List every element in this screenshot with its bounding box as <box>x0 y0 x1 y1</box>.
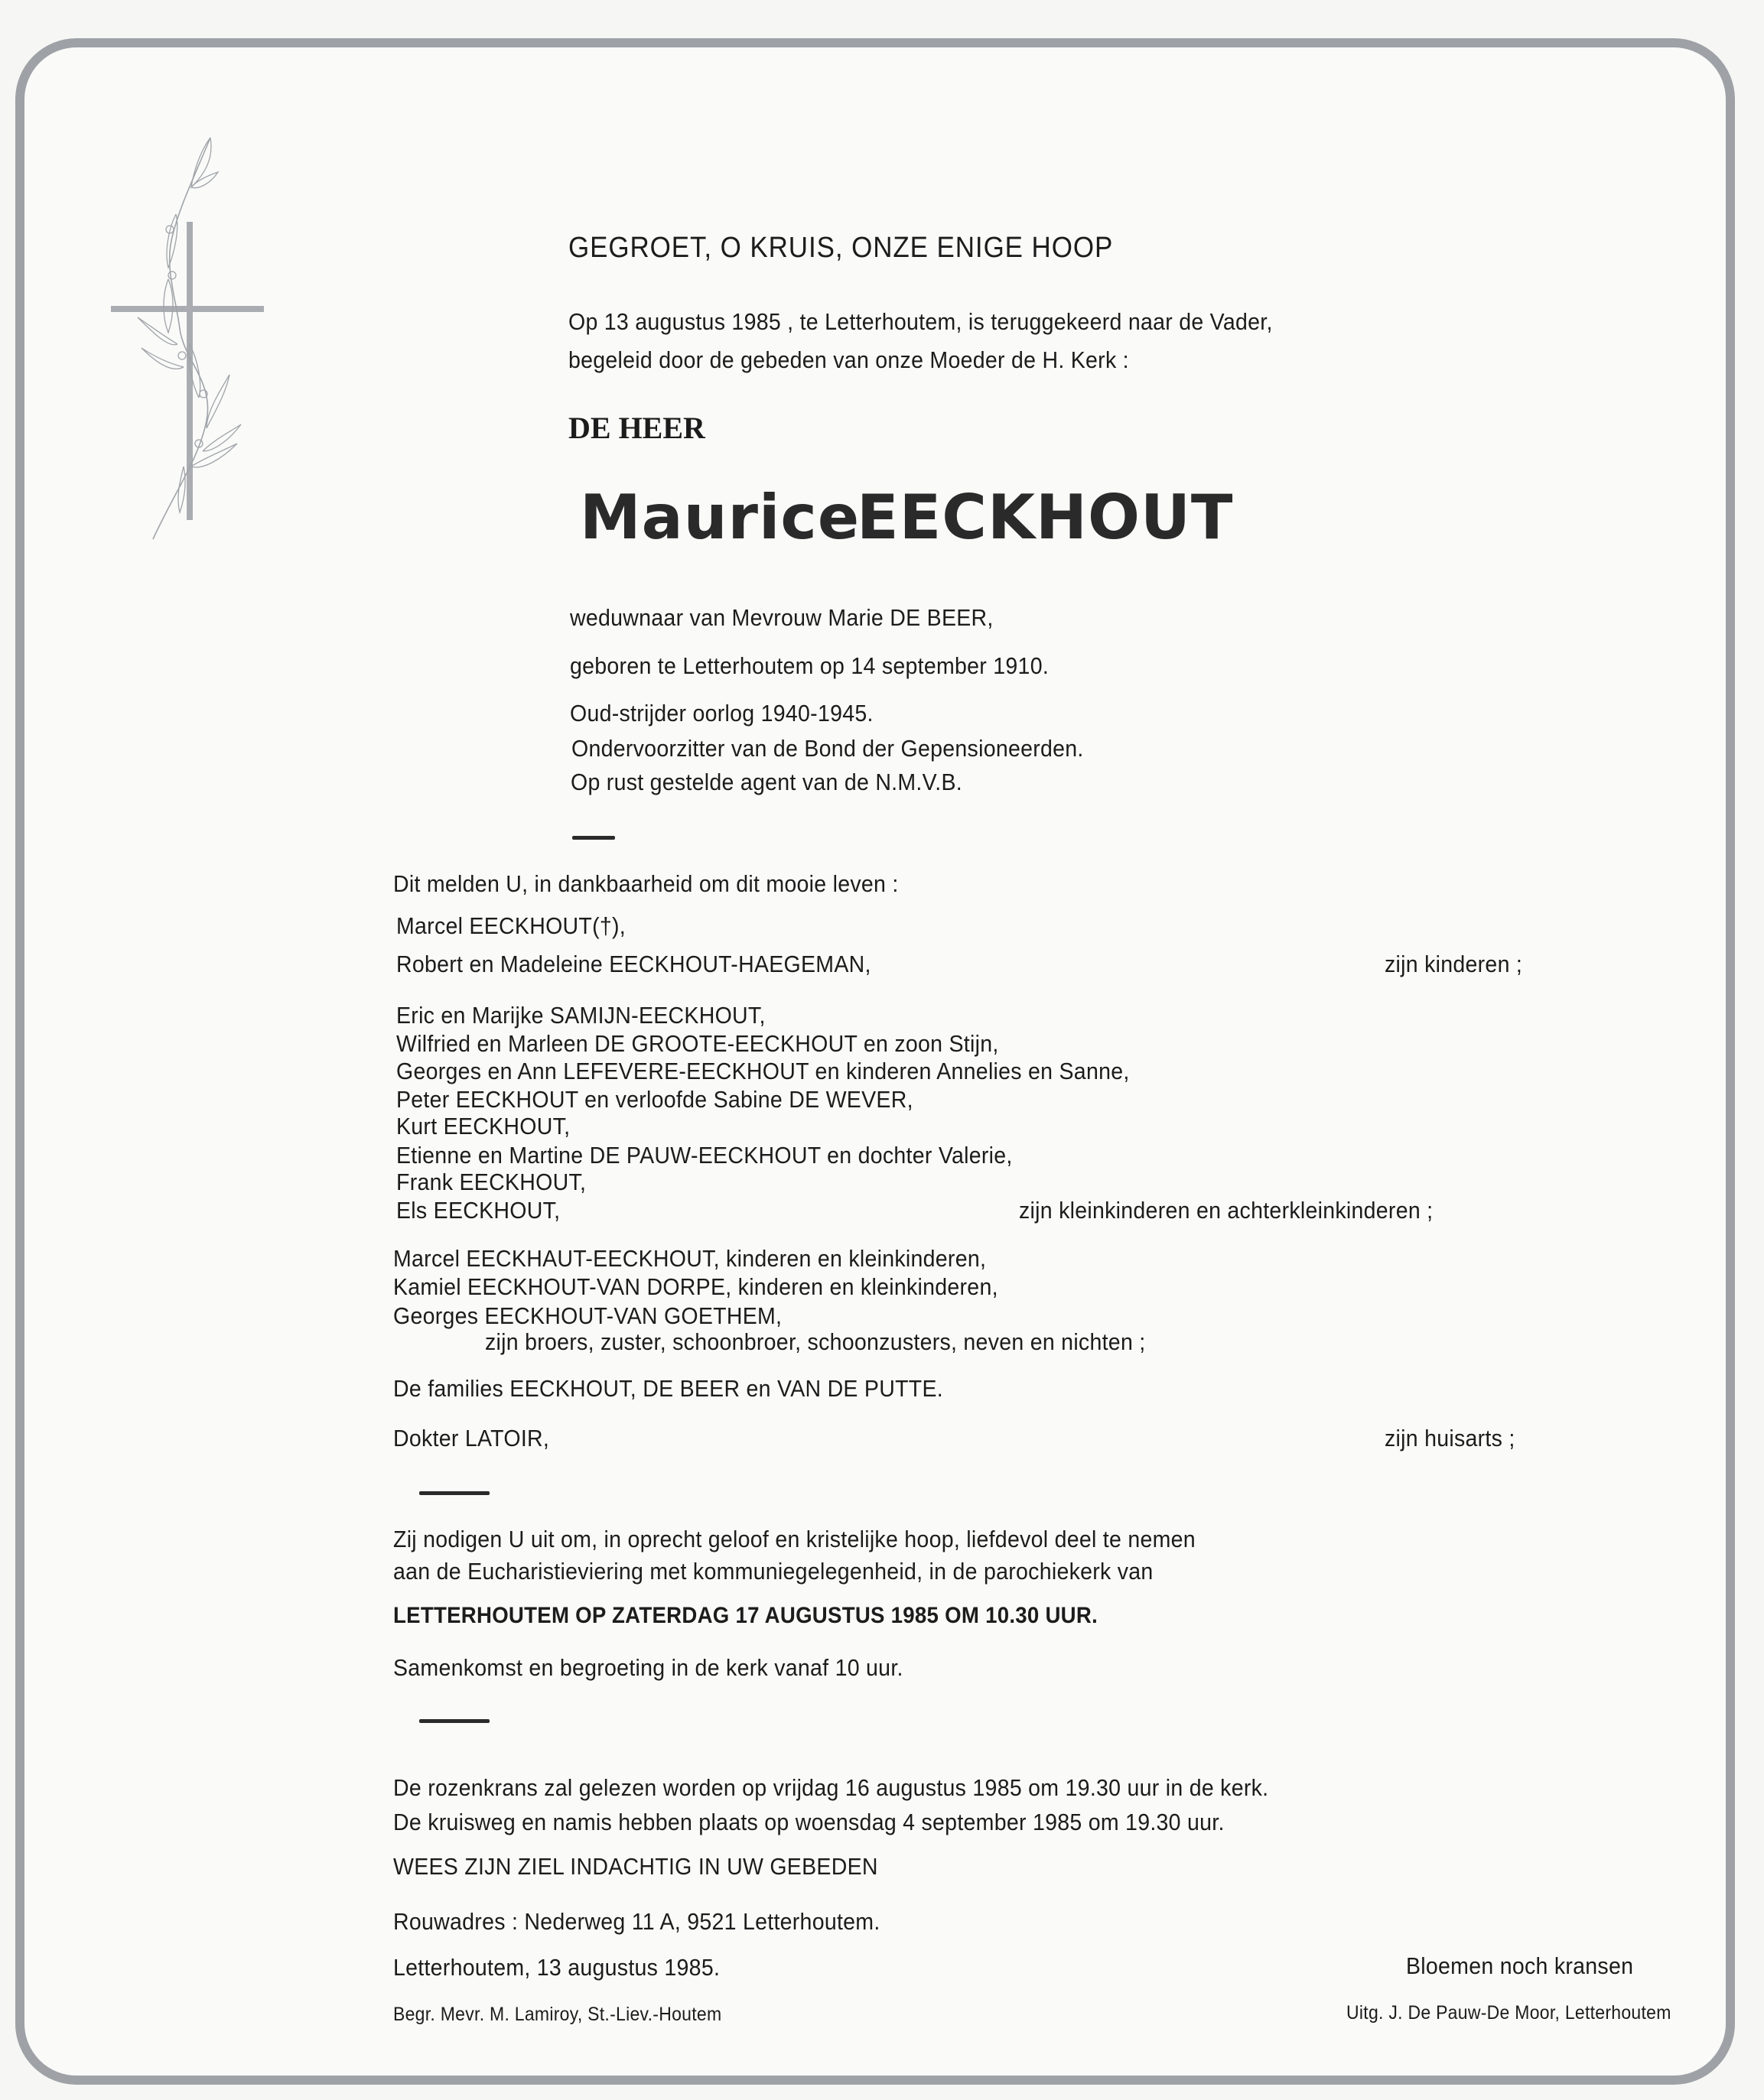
bio-line: Ondervoorzitter van de Bond der Gepensioneerden. <box>571 735 1084 762</box>
deceased-first-name: Maurice <box>580 482 861 553</box>
announcement: Dit melden U, in dankbaarheid om dit mooie leven : <box>393 870 899 897</box>
grandchild-line: Etienne en Martine DE PAUW-EECKHOUT en dochter Valerie, <box>396 1142 1013 1169</box>
separator-dash <box>419 1491 490 1495</box>
bio-line: weduwnaar van Mevrouw Marie DE BEER, <box>570 604 994 631</box>
prayer-line: WEES ZIJN ZIEL INDACHTIG IN UW GEBEDEN <box>393 1853 878 1880</box>
sibling-line: Marcel EECKHAUT-EECKHOUT, kinderen en kleinkinderen, <box>393 1245 987 1272</box>
child-line: Marcel EECKHOUT(†), <box>396 912 626 939</box>
address-line: Rouwadres : Nederweg 11 A, 9521 Letterhoutem. <box>393 1908 880 1935</box>
grandchild-line: Peter EECKHOUT en verloofde Sabine DE WEVER, <box>396 1086 913 1113</box>
publisher: Uitg. J. De Pauw-De Moor, Letterhoutem <box>1346 2002 1671 2024</box>
cross-with-olive-branch-icon <box>107 130 275 558</box>
sibling-line: Georges EECKHOUT-VAN GOETHEM, <box>393 1302 783 1329</box>
grandchild-line: Wilfried en Marleen DE GROOTE-EECKHOUT en zoon Stijn, <box>396 1030 999 1057</box>
grandchild-line: Els EECKHOUT, <box>396 1197 561 1224</box>
grandchild-line: Eric en Marijke SAMIJN-EECKHOUT, <box>396 1002 766 1029</box>
doctor-name: Dokter LATOIR, <box>393 1425 550 1451</box>
relation-children: zijn kinderen ; <box>1385 951 1523 977</box>
title-de-heer: DE HEER <box>568 411 705 445</box>
intro-line: Op 13 augustus 1985 , te Letterhoutem, is teruggekeerd naar de Vader, <box>568 308 1273 335</box>
deceased-last-name: EECKHOUT <box>857 482 1234 553</box>
invitation-line: aan de Eucharistieviering met kommuniegelegenheid, in de parochiekerk van <box>393 1558 1154 1585</box>
funeral-director: Begr. Mevr. M. Lamiroy, St.-Liev.-Houtem <box>393 2004 722 2025</box>
relation-siblings: zijn broers, zuster, schoonbroer, schoonzusters, neven en nichten ; <box>485 1328 1146 1355</box>
bio-line: geboren te Letterhoutem op 14 september 1910. <box>570 652 1050 679</box>
relation-doctor: zijn huisarts ; <box>1385 1425 1515 1451</box>
place-date: Letterhoutem, 13 augustus 1985. <box>393 1954 721 1981</box>
separator-dash <box>572 836 615 840</box>
flowers-note: Bloemen noch kransen <box>1406 1952 1634 1979</box>
gathering-line: Samenkomst en begroeting in de kerk vanaf 10 uur. <box>393 1654 903 1681</box>
bio-line: Oud-strijder oorlog 1940-1945. <box>570 700 874 727</box>
heading-greeting: GEGROET, O KRUIS, ONZE ENIGE HOOP <box>568 232 1114 264</box>
rosary-line: De rozenkrans zal gelezen worden op vrijdag 16 augustus 1985 om 19.30 uur in de kerk. <box>393 1774 1269 1801</box>
service-details: LETTERHOUTEM OP ZATERDAG 17 AUGUSTUS 1985 OM 10.30 UUR. <box>393 1603 1098 1628</box>
intro-line: begeleid door de gebeden van onze Moeder de H. Kerk : <box>568 346 1129 373</box>
grandchild-line: Kurt EECKHOUT, <box>396 1113 571 1139</box>
families-line: De families EECKHOUT, DE BEER en VAN DE PUTTE. <box>393 1375 944 1402</box>
sibling-line: Kamiel EECKHOUT-VAN DORPE, kinderen en kleinkinderen, <box>393 1273 998 1300</box>
stations-line: De kruisweg en namis hebben plaats op woensdag 4 september 1985 om 19.30 uur. <box>393 1809 1225 1835</box>
grandchild-line: Frank EECKHOUT, <box>396 1169 587 1195</box>
relation-grandchildren: zijn kleinkinderen en achterkleinkinderen ; <box>1019 1197 1434 1224</box>
invitation-line: Zij nodigen U uit om, in oprecht geloof en kristelijke hoop, liefdevol deel te nemen <box>393 1526 1196 1552</box>
grandchild-line: Georges en Ann LEFEVERE-EECKHOUT en kinderen Annelies en Sanne, <box>396 1058 1130 1084</box>
bio-line: Op rust gestelde agent van de N.M.V.B. <box>571 769 963 795</box>
separator-dash <box>419 1719 490 1723</box>
child-line: Robert en Madeleine EECKHOUT-HAEGEMAN, <box>396 951 871 977</box>
